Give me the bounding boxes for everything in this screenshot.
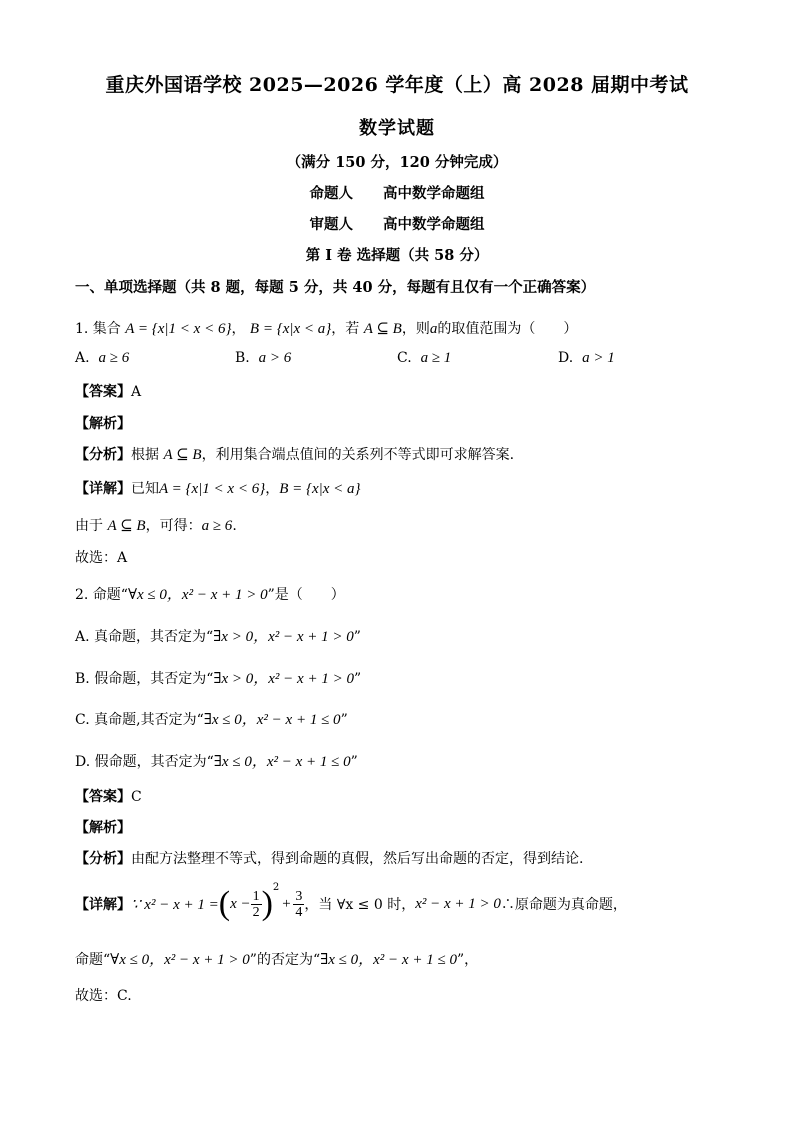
negation-end: ”， (456, 952, 479, 968)
answer-tag: 【答案】 (75, 789, 131, 805)
q2-option-c (75, 708, 348, 729)
option-end: ” (353, 671, 362, 687)
q2-xiangjie (75, 878, 627, 930)
option-math: ∃x > 0，x² − x + 1 > 0 (213, 671, 354, 687)
answer-tag: 【答案】 (75, 384, 131, 400)
q1-tail: 的取值范围为（ ） (437, 321, 578, 337)
negation-math: ∃x ≤ 0，x² − x + 1 ≤ 0 (320, 952, 457, 968)
q2-answer (75, 786, 142, 806)
q2-choose: 故选：C. (75, 988, 132, 1004)
q1-var: a (429, 321, 438, 337)
q2-option-b (75, 667, 361, 688)
option-value: a > 6 (258, 350, 292, 366)
option-label: B. 假命题，其否定为“ (75, 671, 214, 687)
score-info: （满分 150 分，120 分钟完成） (286, 154, 508, 171)
answer-value: A (131, 384, 142, 400)
q1-option-a (75, 350, 129, 367)
q2-negation-line (75, 948, 478, 969)
option-math: ∃x ≤ 0，x² − x + 1 ≤ 0 (213, 754, 351, 770)
option-label: C. 真命题,其否定为“ (75, 712, 204, 728)
square-exponent: 2 (272, 882, 280, 893)
option-value: a ≥ 6 (98, 350, 130, 366)
q1-stem (75, 318, 577, 338)
left-paren: ( (218, 885, 231, 922)
frac-num: 1 (252, 888, 260, 904)
q1-option-d (558, 350, 615, 367)
xiangjie-inner: x − (230, 895, 251, 912)
reviewer-name: 高中数学命题组 (383, 216, 485, 233)
author-name: 高中数学命题组 (383, 185, 485, 202)
fenxi-text: ，利用集合端点值间的关系列不等式即可求解答案. (201, 447, 515, 463)
frac-den: 2 (252, 904, 260, 920)
fraction-three-quarters (293, 889, 304, 920)
q2-jiexi (75, 817, 131, 837)
derivation-math: A ⊆ B (107, 518, 146, 534)
frac-den: 4 (295, 904, 303, 920)
q1-answer (75, 381, 141, 401)
option-end: ” (340, 712, 348, 728)
option-end: ” (353, 629, 361, 645)
q1-fenxi (75, 444, 514, 464)
derivation-end: . (232, 518, 237, 534)
xiangjie-ineq: x² − x + 1 > 0 (415, 895, 501, 912)
derivation-text: ，可得： (145, 518, 202, 534)
xiangjie-tag: 【详解】 (75, 897, 131, 913)
negation-text: 命题“ (75, 952, 111, 968)
q1-option-c (397, 350, 451, 367)
xiangjie-text: 已知 (131, 481, 159, 497)
xiangjie-when: ，当 ∀x ≤ 0 时， (304, 897, 416, 913)
option-label: C. (397, 350, 412, 366)
xiangjie-conclude: ∴原命题为真命题， (500, 897, 627, 913)
q1-condition: A ⊆ B (363, 321, 402, 337)
derivation-text: 由于 (75, 518, 103, 534)
jiexi-tag: 【解析】 (75, 820, 131, 836)
q2-stem-text: ”是（ ） (267, 587, 345, 603)
option-label: D. 假命题，其否定为“ (75, 754, 214, 770)
option-label: A. 真命题，其否定为“ (75, 629, 214, 645)
negation-math: ∀x ≤ 0，x² − x + 1 > 0 (110, 952, 250, 968)
section-heading: 一、单项选择题（共 8 题，每题 5 分，共 40 分，每题有且仅有一个正确答案） (75, 279, 596, 296)
option-value: a > 1 (582, 350, 615, 366)
answer-value: C (131, 789, 142, 805)
xiangjie-sep: ， (265, 481, 280, 497)
fenxi-math: A ⊆ B (163, 447, 202, 463)
fenxi-tag: 【分析】 (75, 447, 131, 463)
option-math: ∃x > 0，x² − x + 1 > 0 (213, 629, 354, 645)
option-label: A. (75, 350, 90, 366)
q1-option-b (235, 350, 291, 367)
q2-option-d (75, 750, 358, 771)
plus-sign: + (281, 895, 292, 912)
q1-then: ，则 (401, 321, 430, 337)
q1-derivation (75, 515, 237, 535)
fenxi-text: 根据 (131, 447, 159, 463)
reviewer-label: 审题人 (309, 216, 353, 233)
q1-set-b: B = {x|x < a} (249, 321, 332, 337)
option-label: B. (235, 350, 250, 366)
author-line (0, 182, 794, 203)
option-label: D. (558, 350, 574, 366)
xiangjie-tag: 【详解】 (75, 481, 131, 497)
jiexi-tag: 【解析】 (75, 416, 131, 432)
frac-num: 3 (295, 888, 303, 904)
part-heading: 第 I 卷 选择题（共 58 分） (305, 247, 489, 264)
exam-title: 重庆外国语学校 2025—2026 学年度（上）高 2028 届期中考试 (105, 74, 689, 96)
option-math: ∃x ≤ 0，x² − x + 1 ≤ 0 (203, 712, 341, 728)
q1-xiangjie (75, 478, 361, 498)
negation-text: ”的否定为“ (249, 952, 321, 968)
q2-stem-math: ∀x ≤ 0，x² − x + 1 > 0 (127, 587, 268, 603)
option-end: ” (350, 754, 358, 770)
q2-fenxi (75, 848, 583, 868)
reviewer-line (0, 213, 794, 234)
q1-if: ，若 (331, 321, 360, 337)
subject-title: 数学试题 (359, 118, 435, 139)
fraction-one-half (251, 889, 262, 920)
q2-option-a (75, 625, 361, 646)
fenxi-tag: 【分析】 (75, 851, 131, 867)
q2-stem (75, 583, 345, 604)
derivation-result: a ≥ 6 (201, 518, 233, 534)
xiangjie-set-a: A = {x|1 < x < 6} (159, 481, 266, 497)
fenxi-text: 由配方法整理不等式，得到命题的真假，然后写出命题的否定，得到结论. (131, 851, 584, 867)
q1-comma: ， (231, 321, 246, 337)
author-label: 命题人 (309, 185, 353, 202)
xiangjie-lhs: ∵ x² − x + 1 = (131, 896, 219, 913)
q1-jiexi (75, 413, 131, 433)
right-paren: ) (261, 885, 273, 922)
q2-stem-text: 2. 命题“ (75, 587, 128, 603)
xiangjie-set-b: B = {x|x < a} (279, 481, 361, 497)
q1-choose: 故选：A (75, 550, 128, 566)
q1-number: 1. 集合 (75, 321, 121, 337)
q1-set-a: A = {x|1 < x < 6} (125, 321, 232, 337)
option-value: a ≥ 1 (420, 350, 452, 366)
